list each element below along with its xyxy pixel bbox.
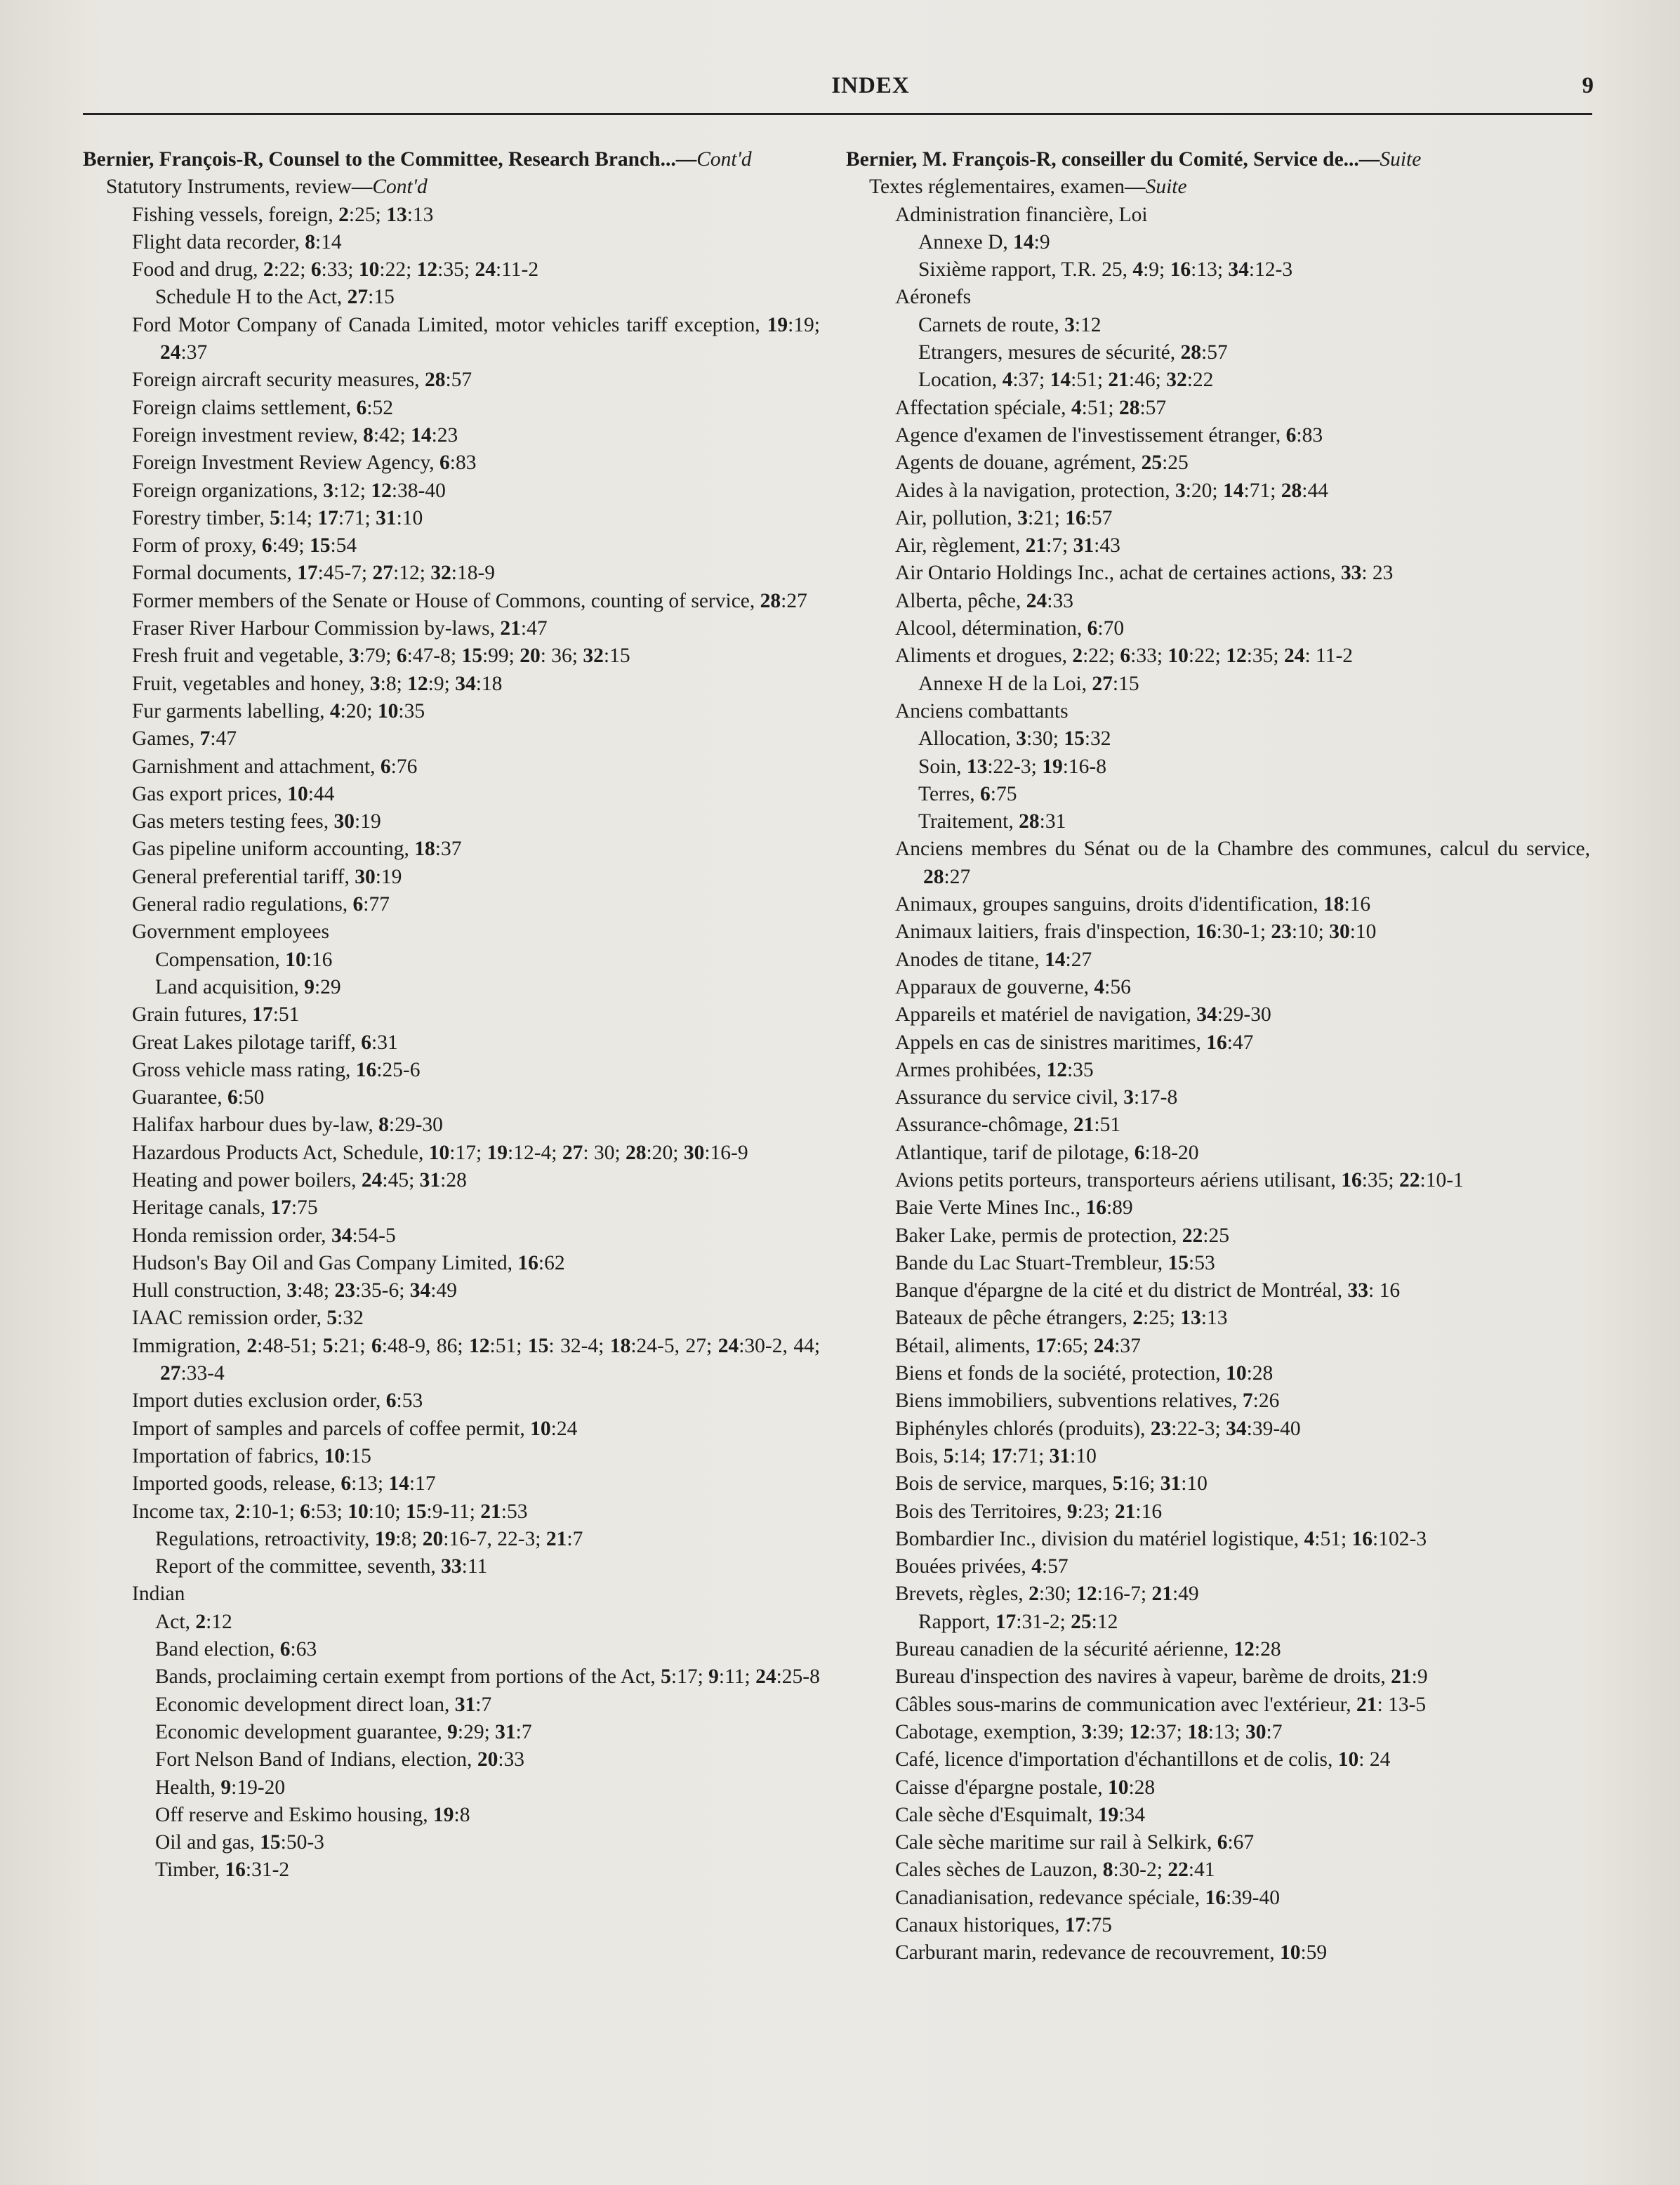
index-entry-text: Annexe D, 14:9 [918, 230, 1050, 253]
index-entry [83, 1829, 820, 1856]
index-entry [83, 477, 820, 505]
index-entry [846, 505, 1590, 532]
index-entry-text: Biens et fonds de la société, protection, 10:28 [895, 1362, 1274, 1385]
index-entry [83, 256, 820, 284]
index-entry-text: Bois, 5:14; 17:71; 31:10 [895, 1444, 1097, 1467]
index-entry-text: Anciens membres du Sénat ou de la Chambre des communes, calcul du service, 28:27 [895, 838, 1590, 888]
index-entry [83, 560, 820, 587]
index-heading-name: Bernier, François-R, Counsel to the Committee, Research Branch...— [83, 148, 697, 171]
index-entry-text: Location, 4:37; 14:51; 21:46; 32:22 [918, 369, 1214, 392]
index-entry [83, 505, 820, 532]
index-entry [83, 284, 820, 311]
index-entry-text: Compensation, 10:16 [155, 948, 333, 971]
index-entry [846, 560, 1590, 587]
index-entry [846, 1387, 1590, 1415]
index-entry-text: Gas meters testing fees, 30:19 [132, 810, 381, 833]
index-entry [846, 173, 1590, 201]
index-entry-text: Brevets, règles, 2:30; 12:16-7; 21:49 [895, 1583, 1199, 1606]
index-entry-text: Report of the committee, seventh, 33:11 [155, 1555, 488, 1578]
index-entry-text: Gas pipeline uniform accounting, 18:37 [132, 838, 462, 861]
index-entry-text: Apparaux de gouverne, 4:56 [895, 975, 1131, 998]
index-entry-text: Form of proxy, 6:49; 15:54 [132, 534, 357, 557]
index-entry [846, 698, 1590, 725]
index-entry-text: Statutory Instruments, review— [106, 176, 373, 199]
index-entry-text: Cale sèche maritime sur rail à Selkirk, 6:67 [895, 1831, 1255, 1854]
index-entry-text: Animaux, groupes sanguins, droits d'identification, 18:16 [895, 893, 1371, 916]
index-entry-text: Act, 2:12 [155, 1610, 232, 1633]
index-entry [846, 1167, 1590, 1194]
index-entry [83, 1719, 820, 1746]
index-entry-text: Terres, 6:75 [918, 782, 1017, 805]
index-entry-text: Allocation, 3:30; 15:32 [918, 727, 1111, 751]
index-entry-text: Economic development direct loan, 31:7 [155, 1693, 492, 1716]
index-entry [846, 1526, 1590, 1553]
index-entry-text: Foreign investment review, 8:42; 14:23 [132, 423, 458, 447]
index-entry [846, 1719, 1590, 1746]
index-entry-text: Avions petits porteurs, transporteurs aériens utilisant, 16:35; 22:10-1 [895, 1168, 1464, 1191]
index-entry-text: Appels en cas de sinistres maritimes, 16:47 [895, 1031, 1254, 1054]
index-entry-text: Forestry timber, 5:14; 17:71; 31:10 [132, 506, 423, 529]
index-entry [846, 1912, 1590, 1939]
index-entry-text: Bétail, aliments, 17:65; 24:37 [895, 1334, 1141, 1357]
header-divider [83, 113, 1592, 115]
index-entry-text: Carburant marin, redevance de recouvrement, 10:59 [895, 1941, 1328, 1965]
index-entry [83, 891, 820, 918]
index-entry [846, 1029, 1590, 1057]
index-entry-text: Alberta, pêche, 24:33 [895, 589, 1073, 612]
index-entry-text: IAAC remission order, 5:32 [132, 1307, 364, 1330]
index-entry-text: Fur garments labelling, 4:20; 10:35 [132, 699, 425, 722]
index-entry [846, 339, 1590, 367]
page-number: 9 [1582, 73, 1594, 98]
index-entry [846, 449, 1590, 477]
index-entry-text: Appareils et matériel de navigation, 34:29-30 [895, 1003, 1271, 1027]
index-entry [83, 367, 820, 394]
index-entry-text: Affectation spéciale, 4:51; 28:57 [895, 396, 1167, 419]
index-entry-text: Bombardier Inc., division du matériel logistique, 4:51; 16:102-3 [895, 1527, 1427, 1550]
index-entry [83, 588, 820, 615]
index-entry [846, 725, 1590, 753]
index-entry-text: Aéronefs [895, 286, 972, 309]
page-title: INDEX [831, 73, 910, 98]
index-entry [83, 395, 820, 422]
index-entry-text: Foreign organizations, 3:12; 12:38-40 [132, 479, 446, 502]
index-entry-text: Animaux laitiers, frais d'inspection, 16:30-1; 23:10; 30:10 [895, 920, 1377, 944]
index-entry-text: Textes réglementaires, examen— [869, 176, 1146, 199]
index-entry [846, 202, 1590, 229]
index-entry-text: Etrangers, mesures de sécurité, 28:57 [918, 341, 1228, 364]
index-entry-text: Soin, 13:22-3; 19:16-8 [918, 755, 1106, 778]
index-entry [846, 1609, 1590, 1636]
index-entry [83, 1746, 820, 1774]
index-entry-text: Cales sèches de Lauzon, 8:30-2; 22:41 [895, 1859, 1215, 1882]
index-entry-text: Assurance du service civil, 3:17-8 [895, 1086, 1178, 1109]
index-entry-text: Câbles sous-marins de communication avec l'extérieur, 21: 13-5 [895, 1693, 1427, 1716]
index-entry [83, 1111, 820, 1139]
index-entry-text: Bouées privées, 4:57 [895, 1555, 1069, 1578]
index-entry-text: Heating and power boilers, 24:45; 31:28 [132, 1168, 467, 1191]
index-entry [83, 1526, 820, 1553]
index-entry-text: Health, 9:19-20 [155, 1776, 286, 1799]
index-entry-text: Guarantee, 6:50 [132, 1086, 265, 1109]
index-entry-text: Gross vehicle mass rating, 16:25-6 [132, 1058, 421, 1081]
index-entry [846, 1305, 1590, 1332]
index-entry-text: Fort Nelson Band of Indians, election, 20:33 [155, 1748, 525, 1771]
index-entry [846, 229, 1590, 256]
index-entry [83, 946, 820, 974]
index-entry [846, 1939, 1590, 1967]
index-entry [83, 1553, 820, 1580]
index-entry [83, 836, 820, 863]
index-entry [83, 1663, 820, 1691]
index-entry [846, 1553, 1590, 1580]
index-entry [83, 1774, 820, 1802]
continuation-label: Suite [1145, 176, 1187, 199]
index-entry-text: Atlantique, tarif de pilotage, 6:18-20 [895, 1141, 1199, 1164]
index-entry [846, 1580, 1590, 1608]
index-entry [846, 1802, 1590, 1829]
index-entry-text: Bateaux de pêche étrangers, 2:25; 13:13 [895, 1307, 1228, 1330]
index-entry-text: Schedule H to the Act, 27:15 [155, 286, 395, 309]
index-entry [846, 1360, 1590, 1387]
index-entry-text: Indian [132, 1583, 185, 1606]
index-entry [846, 1636, 1590, 1663]
index-entry-text: Anciens combattants [895, 699, 1069, 722]
index-entry [83, 229, 820, 256]
index-entry [83, 532, 820, 560]
index-entry [846, 1774, 1590, 1802]
index-entry-text: Hull construction, 3:48; 23:35-6; 34:49 [132, 1279, 457, 1302]
index-entry [83, 1305, 820, 1332]
index-entry-text: Grain futures, 17:51 [132, 1003, 300, 1027]
index-entry-text: Import duties exclusion order, 6:53 [132, 1389, 423, 1413]
index-entry-text: Bande du Lac Stuart-Trembleur, 15:53 [895, 1251, 1215, 1274]
index-entry [846, 1498, 1590, 1526]
index-entry [83, 781, 820, 808]
index-entry-text: Immigration, 2:48-51; 5:21; 6:48-9, 86; 12:51; 15: 32-4; 18:24-5, 27; 24:30-2, 44; 27:33-4 [132, 1334, 821, 1385]
index-entry-text: Air, pollution, 3:21; 16:57 [895, 506, 1113, 529]
index-entry-text: Baker Lake, permis de protection, 22:25 [895, 1224, 1229, 1247]
index-entry [83, 449, 820, 477]
index-entry-text: Bois de service, marques, 5:16; 31:10 [895, 1472, 1208, 1496]
index-entry [83, 1470, 820, 1498]
index-entry [83, 1609, 820, 1636]
index-entry [83, 1057, 820, 1084]
index-entry [846, 1443, 1590, 1470]
index-entry [846, 1194, 1590, 1222]
index-entry [83, 1691, 820, 1719]
index-entry [83, 1140, 820, 1167]
index-entry [846, 671, 1590, 698]
index-entry [846, 312, 1590, 339]
index-entry-text: Rapport, 17:31-2; 25:12 [918, 1610, 1118, 1633]
index-entry-text: Flight data recorder, 8:14 [132, 230, 342, 253]
continuation-label: Cont'd [696, 148, 752, 171]
index-entry-text: Air Ontario Holdings Inc., achat de certaines actions, 33: 23 [895, 562, 1394, 585]
index-entry-text: Baie Verte Mines Inc., 16:89 [895, 1196, 1133, 1220]
index-entry [83, 422, 820, 449]
index-entry-text: Honda remission order, 34:54-5 [132, 1224, 396, 1247]
index-entry-text: Alcool, détermination, 6:70 [895, 617, 1125, 640]
index-entry [846, 284, 1590, 311]
index-entry [83, 1415, 820, 1443]
index-entry-text: Government employees [132, 920, 329, 944]
index-entry-text: Gas export prices, 10:44 [132, 782, 335, 805]
index-entry [846, 946, 1590, 974]
index-entry [846, 1057, 1590, 1084]
index-entry [846, 1663, 1590, 1691]
index-entry [846, 1084, 1590, 1111]
index-entry [83, 974, 820, 1001]
index-entry-text: Former members of the Senate or House of Commons, counting of service, 28:27 [132, 589, 807, 612]
index-entry-text: Importation of fabrics, 10:15 [132, 1444, 371, 1467]
index-entry [83, 808, 820, 836]
index-entry [83, 1194, 820, 1222]
index-entry-text: Cabotage, exemption, 3:39; 12:37; 18:13; 30:7 [895, 1720, 1283, 1743]
index-entry [846, 808, 1590, 836]
index-entry-text: Heritage canals, 17:75 [132, 1196, 318, 1220]
index-entry-text: Imported goods, release, 6:13; 14:17 [132, 1472, 436, 1496]
index-entry [83, 173, 820, 201]
index-entry [846, 1222, 1590, 1250]
index-entry [846, 1140, 1590, 1167]
index-entry [846, 891, 1590, 918]
index-entry [83, 1277, 820, 1305]
index-entry-text: Canadianisation, redevance spéciale, 16:39-40 [895, 1886, 1281, 1909]
index-entry [83, 642, 820, 670]
index-entry [83, 1443, 820, 1470]
index-entry [83, 312, 820, 367]
index-entry-text: Café, licence d'importation d'échantillons et de colis, 10: 24 [895, 1748, 1391, 1771]
index-entry [846, 1333, 1590, 1360]
index-entry-text: Games, 7:47 [132, 727, 237, 751]
index-entry-text: Band election, 6:63 [155, 1638, 317, 1661]
index-entry [846, 1884, 1590, 1912]
index-entry [846, 1691, 1590, 1719]
index-entry [846, 1856, 1590, 1884]
index-entry-text: Bureau canadien de la sécurité aérienne, 12:28 [895, 1638, 1281, 1661]
index-entry [83, 1802, 820, 1829]
index-entry [846, 256, 1590, 284]
index-entry [846, 367, 1590, 394]
index-entry-text: Formal documents, 17:45-7; 27:12; 32:18-9 [132, 562, 496, 585]
index-entry-text: General preferential tariff, 30:19 [132, 865, 402, 888]
index-entry-text: Foreign aircraft security measures, 28:57 [132, 369, 472, 392]
index-entry [83, 671, 820, 698]
index-entry [83, 1001, 820, 1029]
index-entry-text: Timber, 16:31-2 [155, 1859, 290, 1882]
index-entry [83, 753, 820, 781]
index-entry [83, 864, 820, 891]
index-entry-text: Halifax harbour dues by-law, 8:29-30 [132, 1114, 443, 1137]
index-column-left [83, 146, 820, 1884]
index-entry-text: Fishing vessels, foreign, 2:25; 13:13 [132, 203, 434, 226]
index-entry [846, 588, 1590, 615]
index-entry-text: Carnets de route, 3:12 [918, 313, 1102, 336]
index-entry-text: Bois des Territoires, 9:23; 21:16 [895, 1500, 1163, 1523]
index-entry-text: Canaux historiques, 17:75 [895, 1914, 1112, 1936]
index-entry-text: Fresh fruit and vegetable, 3:79; 6:47-8; 15:99; 20: 36; 32:15 [132, 645, 630, 668]
index-entry-text: Off reserve and Eskimo housing, 19:8 [155, 1803, 470, 1826]
index-entry-text: Land acquisition, 9:29 [155, 975, 341, 998]
index-entry [846, 918, 1590, 946]
index-entry-text: Traitement, 28:31 [918, 810, 1066, 833]
index-entry [83, 725, 820, 753]
index-entry-text: Economic development guarantee, 9:29; 31:7 [155, 1720, 532, 1743]
index-entry-text: Annexe H de la Loi, 27:15 [918, 672, 1139, 695]
index-entry [83, 1636, 820, 1663]
index-entry-text: Bureau d'inspection des navires à vapeur, barème de droits, 21:9 [895, 1665, 1428, 1689]
index-entry [846, 395, 1590, 422]
index-entry-text: Great Lakes pilotage tariff, 6:31 [132, 1031, 398, 1054]
index-entry-text: Bands, proclaiming certain exempt from portions of the Act, 5:17; 9:11; 24:25-8 [155, 1665, 820, 1689]
index-entry-text: Caisse d'épargne postale, 10:28 [895, 1776, 1156, 1799]
index-entry [83, 698, 820, 725]
index-entry [83, 918, 820, 946]
index-entry [83, 1580, 820, 1608]
index-entry-text: Aides à la navigation, protection, 3:20; 14:71; 28:44 [895, 479, 1328, 502]
index-entry [83, 615, 820, 642]
index-entry-text: Fruit, vegetables and honey, 3:8; 12:9; 34:18 [132, 672, 503, 695]
index-entry-text: Foreign Investment Review Agency, 6:83 [132, 451, 477, 475]
index-entry [846, 477, 1590, 505]
index-entry-text: Hazardous Products Act, Schedule, 10:17; 19:12-4; 27: 30; 28:20; 30:16-9 [132, 1141, 748, 1164]
index-entry [846, 1001, 1590, 1029]
index-entry [846, 1829, 1590, 1856]
index-entry [846, 1250, 1590, 1277]
index-entry-text: Income tax, 2:10-1; 6:53; 10:10; 15:9-11; 21:53 [132, 1500, 528, 1523]
index-entry [83, 1084, 820, 1111]
index-entry-text: Anodes de titane, 14:27 [895, 948, 1092, 971]
index-entry [846, 1470, 1590, 1498]
index-entry-text: Assurance-chômage, 21:51 [895, 1114, 1121, 1137]
index-entry [846, 836, 1590, 891]
index-entry-text: Air, règlement, 21:7; 31:43 [895, 534, 1120, 557]
index-entry-text: Armes prohibées, 12:35 [895, 1058, 1094, 1081]
index-entry [846, 974, 1590, 1001]
index-entry [846, 532, 1590, 560]
index-entry-text: Agence d'examen de l'investissement étranger, 6:83 [895, 423, 1323, 447]
index-entry [846, 1111, 1590, 1139]
index-entry [83, 1856, 820, 1884]
index-entry-text: Oil and gas, 15:50-3 [155, 1831, 324, 1854]
index-entry-text: Sixième rapport, T.R. 25, 4:9; 16:13; 34:12-3 [918, 258, 1293, 282]
index-entry-text: Ford Motor Company of Canada Limited, motor vehicles tariff exception, 19:19; 24:37 [132, 313, 820, 364]
continuation-label: Cont'd [372, 176, 428, 199]
index-entry-text: Biphényles chlorés (produits), 23:22-3; 34:39-40 [895, 1417, 1301, 1440]
index-entry [83, 1222, 820, 1250]
index-entry [83, 1333, 820, 1388]
index-entry [83, 202, 820, 229]
index-entry [83, 1387, 820, 1415]
index-entry [846, 615, 1590, 642]
index-entry-text: Agents de douane, agrément, 25:25 [895, 451, 1189, 475]
index-heading-name: Bernier, M. François-R, conseiller du Comité, Service de...— [846, 148, 1380, 171]
index-entry-text: Banque d'épargne de la cité et du district de Montréal, 33: 16 [895, 1279, 1401, 1302]
index-entry-text: General radio regulations, 6:77 [132, 893, 390, 916]
continuation-label: Suite [1380, 148, 1422, 171]
index-heading [846, 146, 1590, 173]
index-entry [846, 753, 1590, 781]
index-entry [846, 781, 1590, 808]
index-entry [83, 1498, 820, 1526]
index-entry [83, 1250, 820, 1277]
index-entry-text: Food and drug, 2:22; 6:33; 10:22; 12:35; 24:11-2 [132, 258, 539, 282]
index-entry-text: Garnishment and attachment, 6:76 [132, 755, 418, 778]
index-entry [846, 1746, 1590, 1774]
index-entry [846, 1277, 1590, 1305]
index-entry-text: Cale sèche d'Esquimalt, 19:34 [895, 1803, 1145, 1826]
index-entry-text: Regulations, retroactivity, 19:8; 20:16-7, 22-3; 21:7 [155, 1527, 583, 1550]
index-entry-text: Foreign claims settlement, 6:52 [132, 396, 393, 419]
index-entry [83, 1029, 820, 1057]
index-entry-text: Biens immobiliers, subventions relatives, 7:26 [895, 1389, 1280, 1413]
index-entry [846, 642, 1590, 670]
index-entry-text: Fraser River Harbour Commission by-laws, 21:47 [132, 617, 548, 640]
index-heading [83, 146, 820, 173]
index-entry-text: Aliments et drogues, 2:22; 6:33; 10:22; 12:35; 24: 11-2 [895, 645, 1354, 668]
index-entry [846, 422, 1590, 449]
index-entry [846, 1415, 1590, 1443]
index-entry-text: Import of samples and parcels of coffee permit, 10:24 [132, 1417, 578, 1440]
index-entry-text: Administration financière, Loi [895, 203, 1148, 226]
index-entry [83, 1167, 820, 1194]
index-entry-text: Hudson's Bay Oil and Gas Company Limited, 16:62 [132, 1251, 565, 1274]
index-column-right [846, 146, 1590, 1967]
